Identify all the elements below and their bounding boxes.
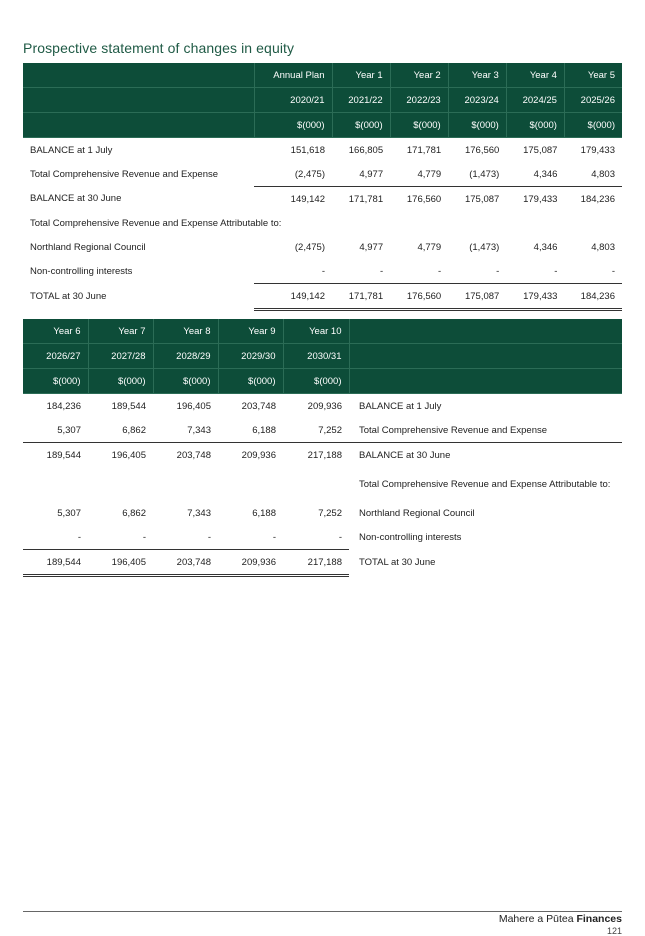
col-header: Year 7 [88,319,153,344]
table-row [23,550,622,576]
row-label: TOTAL at 30 June [30,291,107,302]
cell: 4,346 [533,168,558,180]
header-blank [349,369,622,394]
cell: 176,560 [390,284,448,310]
col-header: Year 6 [23,319,88,344]
row-label: BALANCE at 30 June [349,443,622,468]
cell: 175,087 [523,144,558,156]
table-row [23,418,622,443]
cell: 176,560 [390,187,448,212]
cell: 171,781 [406,144,442,156]
cell: 209,936 [218,443,283,468]
table-row [23,211,622,235]
cell: - [207,531,211,543]
header-row-year [23,63,622,88]
col-units: $(000) [564,113,622,138]
cell: 217,188 [283,550,349,576]
table-row [23,467,622,501]
col-period: 2026/27 [23,344,88,369]
table-row [23,235,622,259]
cell: 171,781 [332,284,390,310]
cell: (2,475) [294,168,325,180]
equity-table-years-6-10 [23,319,622,577]
col-units: $(000) [88,369,153,394]
table-row [23,259,622,284]
cell: 189,544 [23,443,88,468]
col-units: $(000) [506,113,564,138]
cell: 171,781 [332,187,390,212]
cell: 189,544 [23,550,88,576]
col-period: 2020/21 [254,88,332,113]
cell: (1,473) [469,241,500,253]
table-row [23,162,622,187]
col-period: 2027/28 [88,344,153,369]
col-units: $(000) [153,369,218,394]
cell: 6,188 [252,507,276,519]
cell: - [77,531,81,543]
header-blank [23,113,254,138]
cell: 4,346 [533,241,558,253]
cell: 4,803 [591,241,615,253]
row-label: Total Comprehensive Revenue and Expense [30,168,219,180]
cell: 4,803 [591,168,615,180]
col-header: Year 4 [506,63,564,88]
header-blank [349,319,622,344]
col-units: $(000) [332,113,390,138]
cell: 184,236 [564,284,622,310]
col-header: Year 9 [218,319,283,344]
row-label: TOTAL at 30 June [359,557,436,568]
col-period: 2023/24 [448,88,506,113]
col-header: Year 1 [332,63,390,88]
header-row-units [23,369,622,394]
col-period: 2030/31 [283,344,349,369]
cell: 149,142 [254,187,332,212]
col-units: $(000) [283,369,349,394]
cell: 189,544 [111,400,146,412]
col-units: $(000) [254,113,332,138]
col-header: Year 10 [283,319,349,344]
table-row [23,284,622,310]
cell: 217,188 [283,443,349,468]
header-row-year [23,319,622,344]
cell: - [272,531,276,543]
cell: (2,475) [294,241,325,253]
table-row [23,187,622,212]
page-number: 121 [606,926,622,936]
cell: 151,618 [290,144,325,156]
cell: 175,087 [448,187,506,212]
header-blank [23,63,254,88]
cell: - [379,265,384,277]
cell: 6,188 [252,424,276,436]
cell: 6,862 [122,507,146,519]
cell: 7,343 [187,424,211,436]
cell: 184,236 [564,187,622,212]
col-header: Year 2 [390,63,448,88]
cell: 175,087 [448,284,506,310]
cell: - [338,531,342,543]
col-header: Year 5 [564,63,622,88]
row-label: BALANCE at 1 July [359,400,442,412]
col-period: 2022/23 [390,88,448,113]
header-row-period [23,88,622,113]
table-row [23,443,622,468]
row-label: Northland Regional Council [359,507,475,519]
col-header: Year 8 [153,319,218,344]
cell: 4,977 [359,241,384,253]
cell: 176,560 [464,144,500,156]
footer [499,913,622,925]
page-title: Prospective statement of changes in equity [23,40,295,56]
cell: (1,473) [469,168,500,180]
row-label: Non-controlling interests [359,531,462,543]
table-row [23,501,622,525]
cell: 179,433 [506,187,564,212]
cell: 209,936 [218,550,283,576]
row-label: Total Comprehensive Revenue and Expense Attributable to: [359,478,611,490]
table-row [23,525,622,550]
cell: - [142,531,146,543]
cell: 6,862 [122,424,146,436]
row-label: Total Comprehensive Revenue and Expense Attributable to: [30,217,282,229]
cell: 149,142 [254,284,332,310]
cell: 7,252 [318,507,342,519]
equity-table-years-1-5 [23,63,622,311]
col-period: 2024/25 [506,88,564,113]
col-period: 2021/22 [332,88,390,113]
cell: 184,236 [46,400,81,412]
cell: 203,748 [153,443,218,468]
row-label: Non-controlling interests [30,265,133,277]
cell: - [554,265,558,277]
col-units: $(000) [448,113,506,138]
col-period: 2028/29 [153,344,218,369]
cell: 203,748 [241,400,276,412]
cell: 4,779 [417,241,442,253]
cell: 196,405 [88,550,153,576]
cell: 203,748 [153,550,218,576]
header-row-period [23,344,622,369]
cell: - [496,265,500,277]
col-units: $(000) [23,369,88,394]
cell: 196,405 [88,443,153,468]
cell: 5,307 [57,424,81,436]
header-blank [349,344,622,369]
col-units: $(000) [390,113,448,138]
header-row-units [23,113,622,138]
cell: 196,405 [176,400,211,412]
row-label: BALANCE at 1 July [30,144,113,156]
cell: - [438,265,442,277]
cell: 166,805 [348,144,384,156]
table-row [23,394,622,419]
header-blank [23,88,254,113]
col-units: $(000) [218,369,283,394]
cell: 209,936 [307,400,342,412]
footer-section-bold: Finances [576,913,622,925]
cell: - [321,265,325,277]
col-header: Year 3 [448,63,506,88]
col-period: 2025/26 [564,88,622,113]
cell: 179,433 [580,144,615,156]
cell-empty [23,467,349,501]
cell: 179,433 [506,284,564,310]
cell: 4,977 [359,168,384,180]
row-label: BALANCE at 30 June [30,193,122,205]
table-row [23,138,622,163]
cell: 4,779 [417,168,442,180]
footer-section: Mahere a Pūtea [498,913,574,925]
cell: 5,307 [57,507,81,519]
footer-divider [23,911,622,912]
cell: - [611,265,615,277]
cell: 7,343 [187,507,211,519]
cell: 7,252 [318,424,342,436]
row-label: Total Comprehensive Revenue and Expense [359,424,548,436]
col-header: Annual Plan [254,63,332,88]
col-period: 2029/30 [218,344,283,369]
row-label: Northland Regional Council [30,241,146,253]
